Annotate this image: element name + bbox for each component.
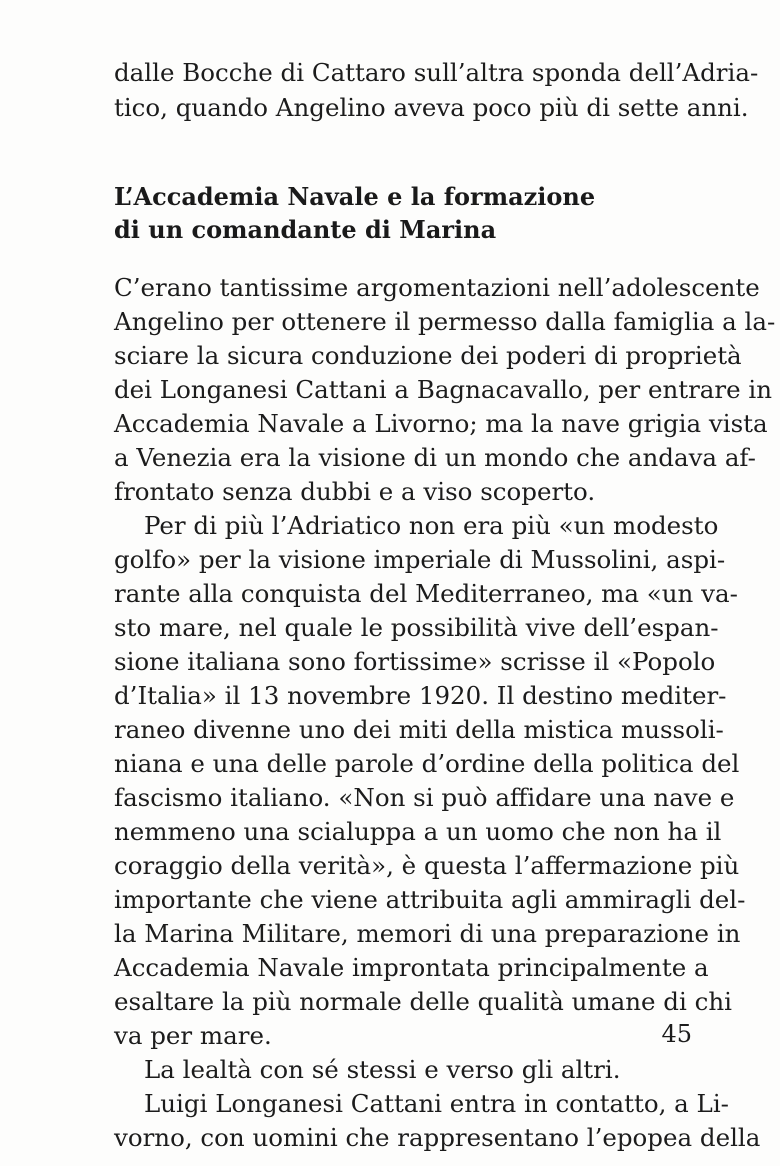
text-line: tico, quando Angelino aveva poco più di sette anni. <box>114 93 749 122</box>
page-number: 45 <box>661 1020 692 1048</box>
text-line: La lealtà con sé stessi e verso gli altri. <box>144 1055 621 1084</box>
text-line: C’erano tantissime argomentazioni nell’adolescente <box>114 273 760 302</box>
text-line: rante alla conquista del Mediterraneo, ma «un va- <box>114 579 738 608</box>
text-line: Accademia Navale improntata principalmente a <box>114 953 709 982</box>
text-line: Angelino per ottenere il permesso dalla famiglia a la- <box>114 307 776 336</box>
text-line: niana e una delle parole d’ordine della politica del <box>114 749 740 778</box>
text-line: Accademia Navale a Livorno; ma la nave grigia vista <box>114 409 768 438</box>
section-heading: L’Accademia Navale e la formazione <box>114 182 596 211</box>
text-line: a Venezia era la visione di un mondo che andava af- <box>114 443 756 472</box>
text-line: importante che viene attribuita agli ammiragli del- <box>114 885 746 914</box>
text-line: coraggio della verità», è questa l’affermazione più <box>114 851 740 880</box>
text-line: va per mare. <box>114 1021 272 1050</box>
text-line: sciare la sicura conduzione dei poderi di proprietà <box>114 341 742 370</box>
text-line: sione italiana sono fortissime» scrisse il «Popolo <box>114 647 716 676</box>
text-line: esaltare la più normale delle qualità umane di chi <box>114 987 732 1016</box>
text-line: sto mare, nel quale le possibilità vive dell’espan- <box>114 613 719 642</box>
text-line: golfo» per la visione imperiale di Mussolini, aspi- <box>114 545 726 574</box>
text-line: dalle Bocche di Cattaro sull’altra sponda dell’Adria- <box>114 58 759 87</box>
text-line: Luigi Longanesi Cattani entra in contatto, a Li- <box>144 1089 729 1118</box>
text-line: nemmeno una scialuppa a un uomo che non ha il <box>114 817 722 846</box>
text-line: vorno, con uomini che rappresentano l’epopea della <box>114 1123 761 1152</box>
text-line: raneo divenne uno dei miti della mistica mussoli- <box>114 715 724 744</box>
text-line: d’Italia» il 13 novembre 1920. Il destino mediter- <box>114 681 727 710</box>
text-line: dei Longanesi Cattani a Bagnacavallo, per entrare in <box>114 375 773 404</box>
text-line: fascismo italiano. «Non si può affidare una nave e <box>114 783 735 812</box>
text-line: frontato senza dubbi e a viso scoperto. <box>114 477 596 506</box>
text-line: Per di più l’Adriatico non era più «un modesto <box>144 511 719 540</box>
text-line: la Marina Militare, memori di una preparazione in <box>114 919 741 948</box>
section-heading: di un comandante di Marina <box>114 215 497 244</box>
